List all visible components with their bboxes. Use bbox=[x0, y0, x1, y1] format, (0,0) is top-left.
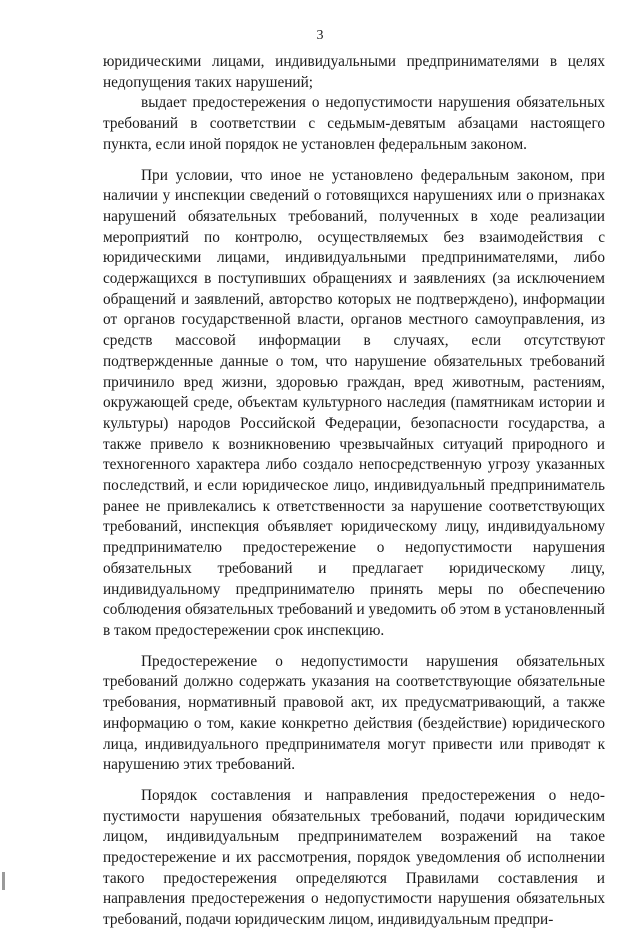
paragraph-conditions: При условии, что иное не установлено федеральным законом, при наличии у инспекции сведений о готовящихся нарушениях или о признаках нарушений обязательных требований, полученных в ходе реализации мероприятий по контролю, осуществляемых без взаимодействия с юридическими лицами, индивидуальными предпринимателями, либо содержащихся в поступивших обращениях и заявлениях (за исключением обращений и заявлений, авторство которых не подтверждено), информации от органов государственной власти, органов местного самоуправления, из средств массовой информации в случаях, если отсутствуют подтвержденные данные о том, что нарушение обязательных требований причинило вред жизни, здоровью граждан, вред животным, растениям, окружающей среде, объектам культурного наследия (памятникам истории и культуры) народов Российской Федерации, безопасности государства, а также привело к возникновению чрезвычайных ситуаций природного и техногенного характера либо создало непосредственную угрозу указанных последствий, и если юридическое лицо, индивидуальный предприниматель ранее не привлекались к ответственности за нарушение соответствующих требований, инспекция объявляет юридическому лицу, индивидуальному предпринимателю предостережение о недопустимости нарушения обязательных требований и предлагает юридическому лицу, индивидуальному предпринимателю принять меры по обеспечению соблюдения обязательных требований и уведомить об этом в установленный в таком предостережении срок инспекцию. bbox=[103, 166, 605, 639]
paragraph-procedure: Порядок составления и направления предостережения о недопустимости нарушения обязательных требований, подачи юридическим лицом, индивидуальным предпринимателем возражений на такое предостережение и их рассмотрения, порядок уведомления об исполнении такого предостережения определяются Правилами составления и направления предостережения о недопустимости нарушения обязательных требований, подачи юридическим лицом, индивидуальным предпри- bbox=[103, 786, 605, 929]
scan-edge-mark bbox=[2, 872, 5, 890]
page-number: 3 bbox=[316, 28, 324, 43]
paragraph-warning-content: Предостережение о недопустимости нарушения обязательных требований должно содержать указания на соответствующие обязательные требования, нормативный правовой акт, их предусматривающий, а также информацию о том, какие конкретно действия (бездействие) юридического лица, индивидуального предпринимателя могут привести или приводят к нарушению этих требований. bbox=[103, 652, 605, 774]
paragraph-warnings: выдает предостережения о недопустимости нарушения обязательных требований в соответствии с седьмым-девятым абзацами настоящего пункта, если иной порядок не установлен федеральным законом. bbox=[103, 94, 605, 153]
body-text bbox=[103, 52, 605, 931]
paragraph-continuation: юридическими лицами, индивидуальными предпринимателями в целях недопущения таких нарушений; bbox=[103, 53, 605, 91]
